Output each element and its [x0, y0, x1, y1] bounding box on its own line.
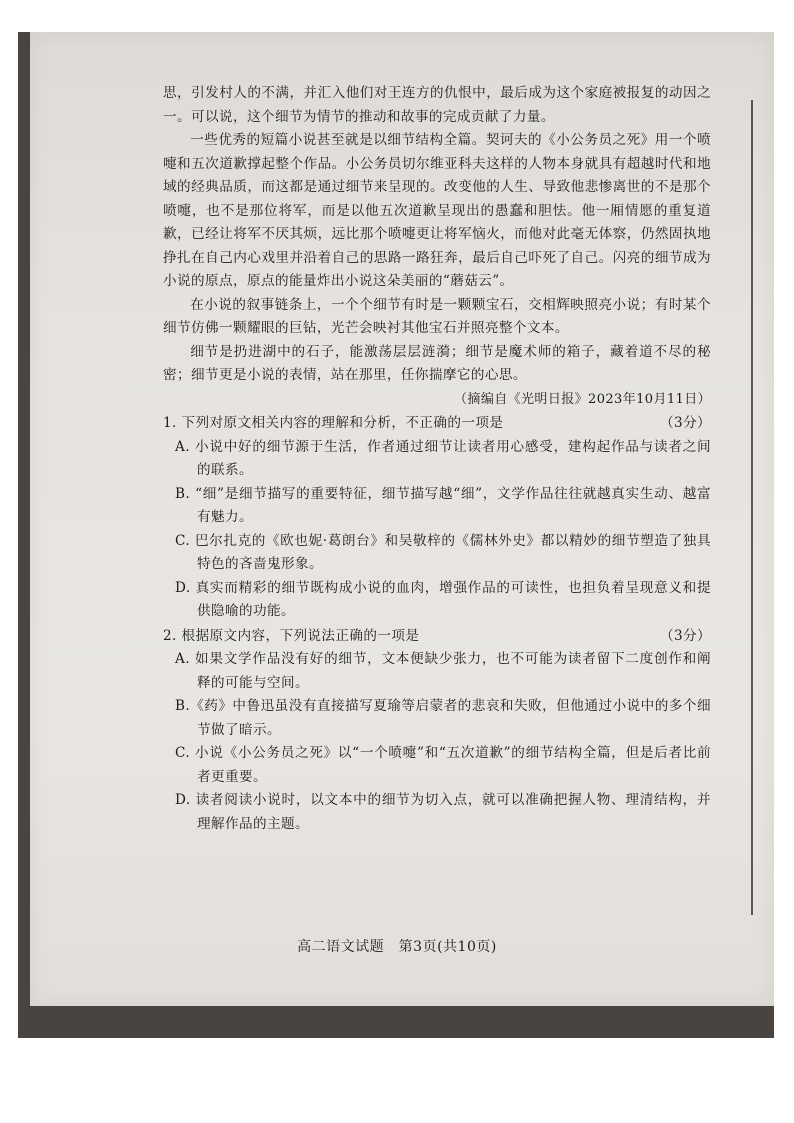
article-paragraph: 一些优秀的短篇小说甚至就是以细节结构全篇。契诃夫的《小公务员之死》用一个喷嚏和五次道歉撑起整个作品。小公务员切尔维亚科夫这样的人物本身就具有超越时代和地域的经典品质，而这都是通过细节来呈现的。改变他的人生、导致他悲惨离世的不是那个喷嚏，也不是那位将军，而是以他五次道歉呈现出的愚蠢和胆怯。他一厢情愿的重复道歉，已经让将军不厌其烦，远比那个喷嚏更让将军恼火，而他对此毫无体察，仍然固执地挣扎在自己内心戏里并沿着自己的思路一路狂奔，最后自己吓死了自己。闪亮的细节成为小说的原点，原点的能量炸出小说这朵美丽的“蘑菇云”。	[163, 132, 711, 289]
page-footer: 高二语文试题 第3页(共10页)	[297, 939, 497, 955]
question-score: （3分）	[659, 415, 711, 431]
article-paragraph: 思，引发村人的不满，并汇入他们对王连方的仇恨中，最后成为这个家庭被报复的动因之一。可以说，这个细节为情节的推动和故事的完成贡献了力量。	[163, 85, 711, 125]
article-source: （摘编自《光明日报》2023年10月11日）	[454, 391, 711, 407]
page-content	[163, 82, 711, 836]
article-paragraph: 细节是扔进湖中的石子，能激荡层层涟漪；细节是魔术师的箱子，藏着道不尽的秘密；细节更是小说的表情，站在那里，任你揣摩它的心思。	[163, 343, 711, 383]
margin-rule	[751, 100, 753, 915]
question-stem: 1. 下列对原文相关内容的理解和分析，不正确的一项是	[163, 415, 504, 431]
question-1	[163, 412, 711, 436]
option-a: A. 小说中好的细节源于生活，作者通过细节让读者用心感受，建构起作品与读者之间的联系。	[175, 438, 711, 478]
question-2	[163, 625, 711, 649]
option-b: B. “细”是细节描写的重要特征，细节描写越“细”，文学作品往往就越真实生动、越富有魅力。	[175, 485, 711, 525]
option-b: B.《药》中鲁迅虽没有直接描写夏瑜等启蒙者的悲哀和失败，但他通过小说中的多个细节做了暗示。	[175, 698, 711, 738]
option-c: C. 巴尔扎克的《欧也妮·葛朗台》和吴敬梓的《儒林外史》都以精妙的细节塑造了独具特色的吝啬鬼形象。	[175, 532, 711, 572]
option-c: C. 小说《小公务员之死》以“一个喷嚏”和“五次道歉”的细节结构全篇，但是后者比前者更重要。	[175, 745, 711, 785]
question-stem: 2. 根据原文内容，下列说法正确的一项是	[163, 627, 420, 644]
option-d: D. 真实而精彩的细节既构成小说的血肉，增强作品的可读性，也担负着呈现意义和提供隐喻的功能。	[175, 579, 711, 619]
question-score: （3分）	[659, 627, 711, 644]
option-d: D. 读者阅读小说时，以文本中的细节为切入点，就可以准确把握人物、理清结构，并理解作品的主题。	[175, 792, 711, 832]
article-paragraph: 在小说的叙事链条上，一个个细节有时是一颗颗宝石，交相辉映照亮小说；有时某个细节仿佛一颗耀眼的巨钻，光芒会映衬其他宝石并照亮整个文本。	[163, 296, 711, 336]
option-a: A. 如果文学作品没有好的细节，文本便缺少张力，也不可能为读者留下二度创作和阐释的可能与空间。	[175, 651, 711, 691]
